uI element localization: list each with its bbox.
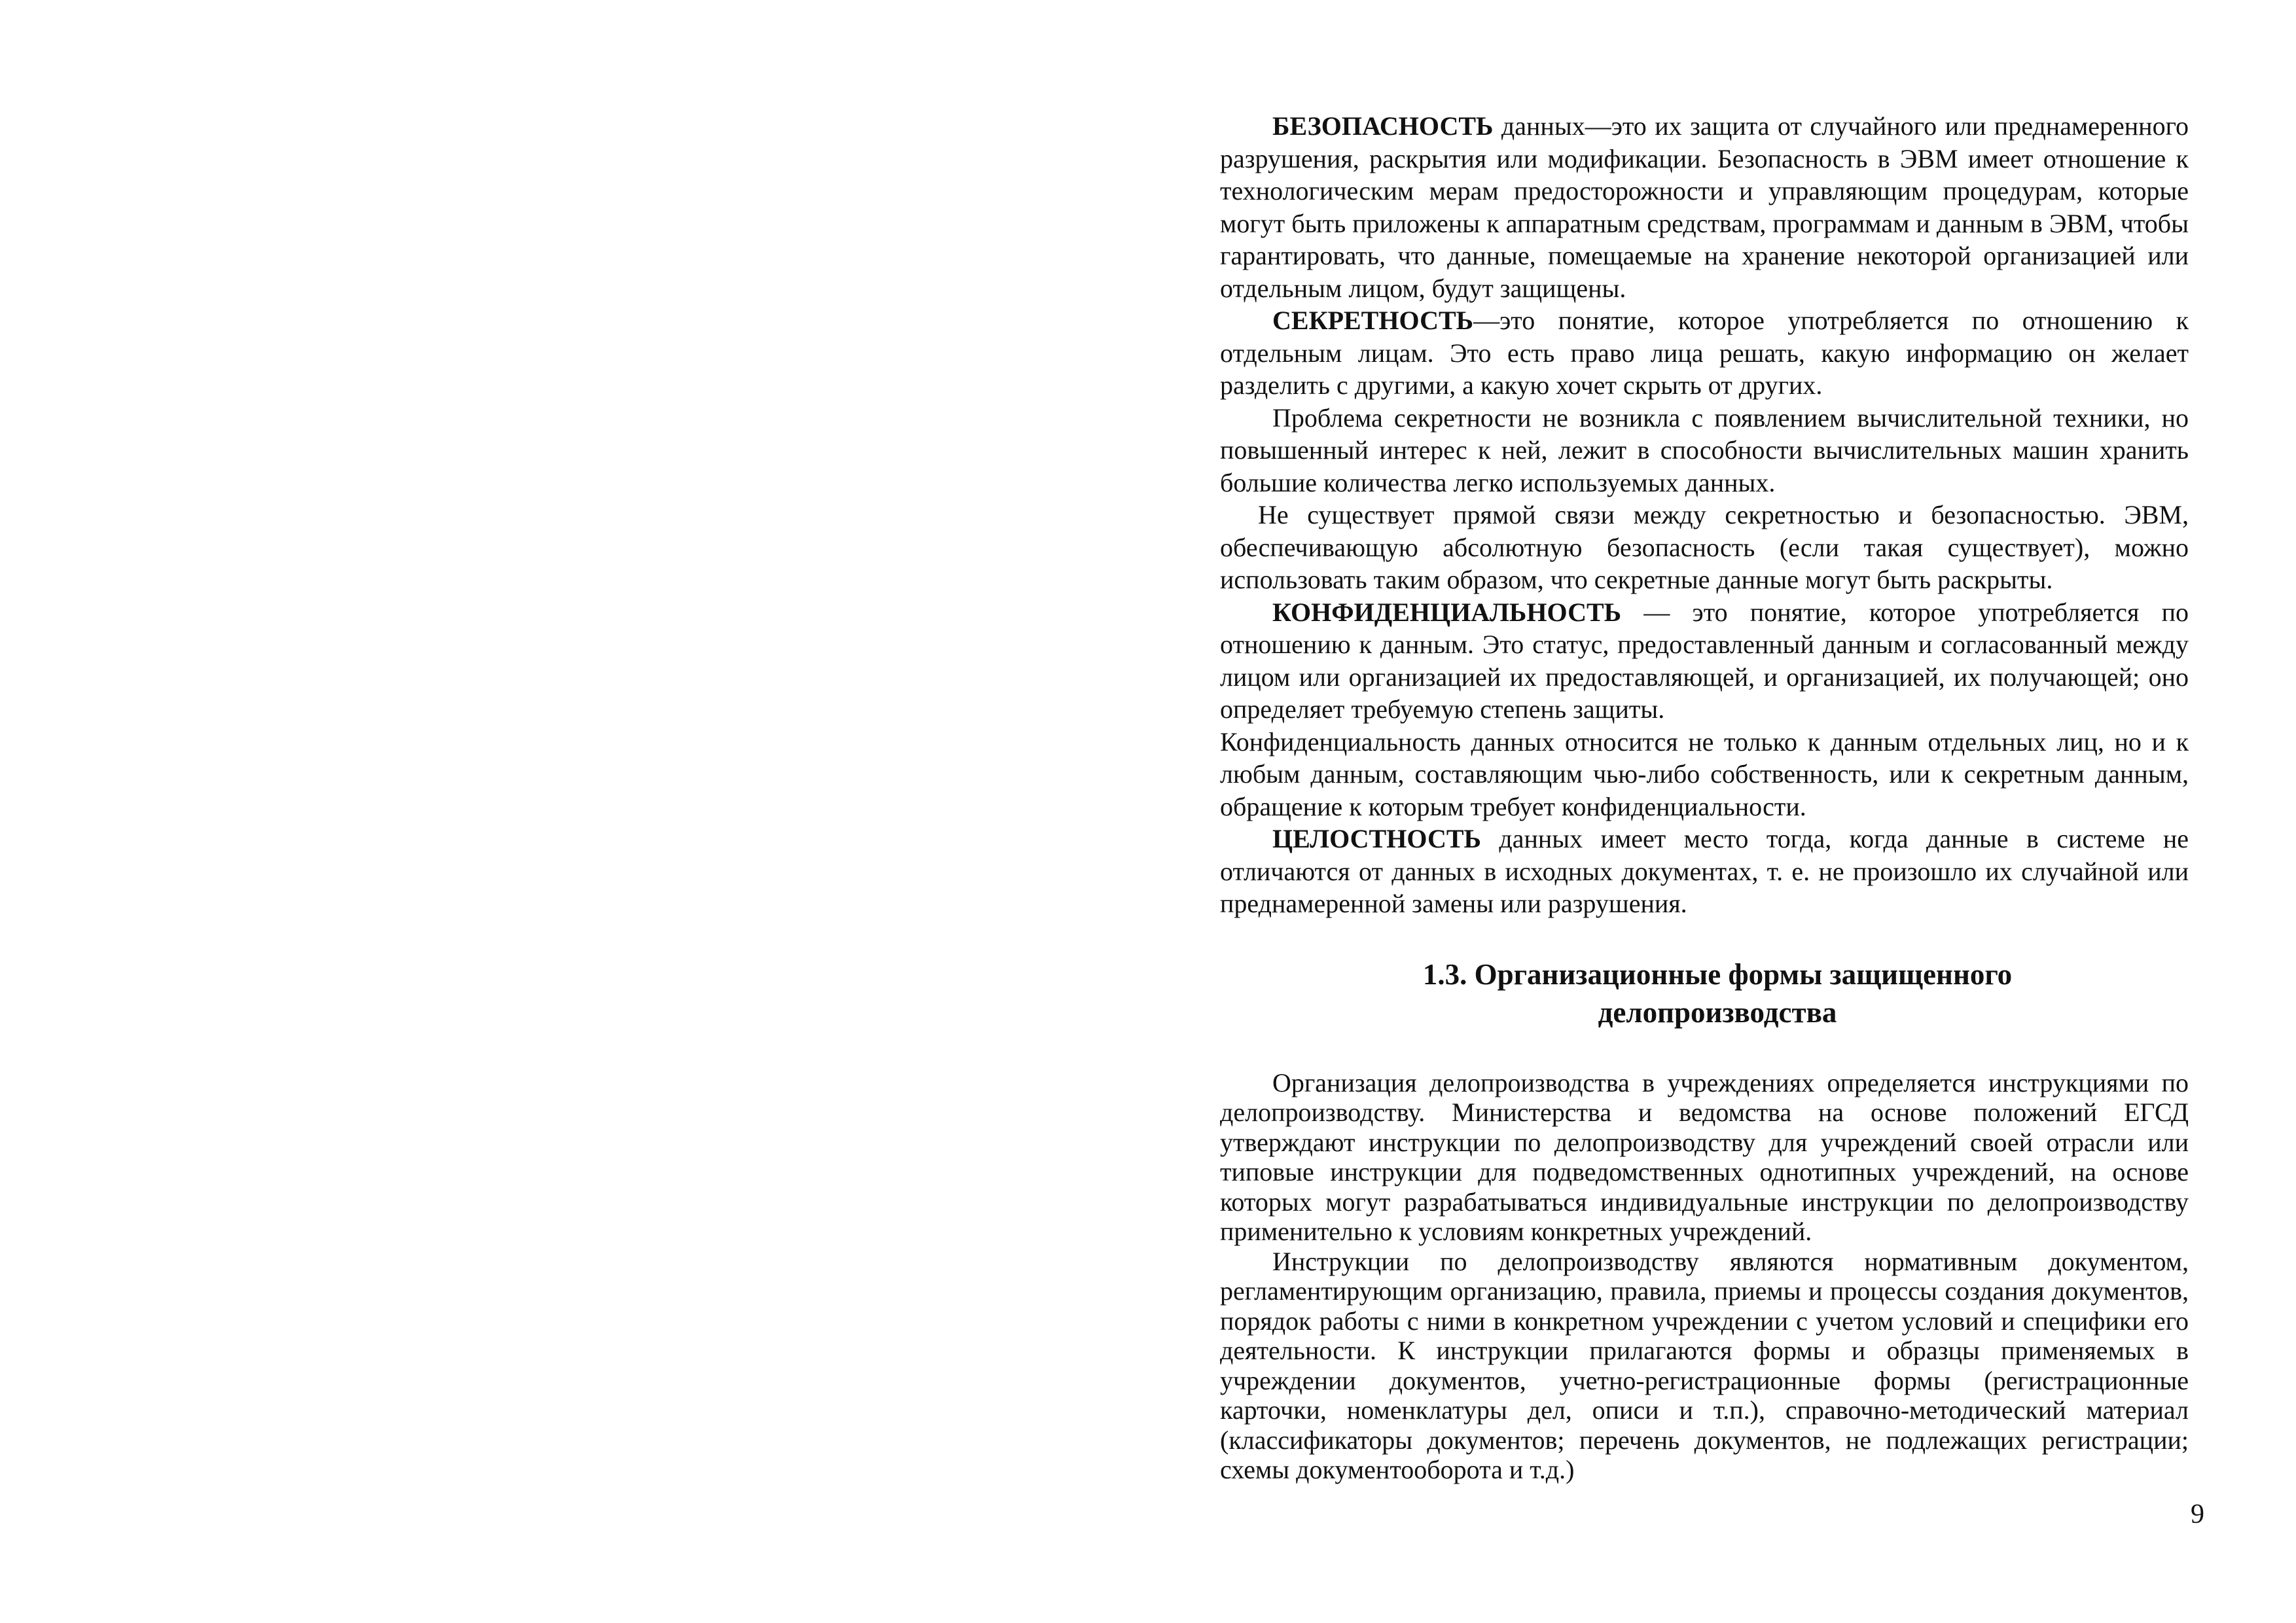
section-heading xyxy=(1220,955,2189,1031)
heading-line-2: делопроизводства xyxy=(1598,995,1837,1029)
paragraph-text: — это понятие, которое употребляется по отношению к данным. Это статус, предоставленный данным и согласованный между лицом или организацией их предоставляющей, и организацией, их получающей; оно определяет требуемую степень защиты. xyxy=(1220,597,2189,724)
term-secrecy: СЕКРЕТНОСТЬ xyxy=(1272,306,1474,335)
term-integrity: ЦЕЛОСТНОСТЬ xyxy=(1272,824,1481,853)
heading-line-1: 1.3. Организационные формы защищенного xyxy=(1422,957,2013,991)
term-confidentiality: КОНФИДЕНЦИАЛЬНОСТЬ xyxy=(1272,597,1622,627)
paragraph-confidentiality xyxy=(1220,596,2189,726)
paragraph-security xyxy=(1220,110,2189,304)
paragraph-text: Конфиденциальность данных относится не только к данным отдельных лиц, но и к любым данным, составляющим чью-либо собственность, или к секретным данным, обращение к которым требует конфиденциальности. xyxy=(1220,726,2189,821)
paragraph-text: Проблема секретности не возникла с появлением вычислительной техники, но повышенный интерес к ней, лежит в способности вычислительных машин хранить большие количества легко используемых данных. xyxy=(1220,402,2189,497)
paragraph-integrity xyxy=(1220,823,2189,920)
paragraph-secrecy-vs-security xyxy=(1220,499,2189,596)
paragraph-text: данных—это их защита от случайного или преднамеренного разрушения, раскрытия или модификации. Безопасность в ЭВМ имеет отношение к технологическим мерам предосторожности и управляющим процедурам, которые могут быть приложены к аппаратным средствам, программам и данным в ЭВМ, чтобы гарантировать, что данные, помещаемые на хранение некоторой организацией или отдельным лицом, будут защищены. xyxy=(1220,111,2189,303)
page-text xyxy=(1220,110,2189,1485)
paragraph-text: Не существует прямой связи между секретностью и безопасностью. ЭВМ, обеспечивающую абсолютную безопасность (если такая существует), можно использовать таким образом, что секретные данные могут быть раскрыты. xyxy=(1220,500,2189,594)
paragraph-organization: Организация делопроизводства в учреждениях определяется инструкциями по делопроизводству. Министерства и ведомства на основе положений ЕГСД утверждают инструкции по делопроизводству для учреждений своей отрасли или типовые инструкции для подведомственных однотипных учреждений, на основе которых могут разрабатываться индивидуальные инструкции по делопроизводству применительно к условиям конкретных учреждений. xyxy=(1220,1067,2189,1246)
paragraph-text: данных имеет место тогда, когда данные в системе не отличаются от данных в исходных документах, т. е. не произошло их случайной или преднамеренной замены или разрушения. xyxy=(1220,824,2189,918)
paragraph-secrecy xyxy=(1220,304,2189,402)
page-number: 9 xyxy=(2191,1499,2204,1529)
term-security: БЕЗОПАСНОСТЬ xyxy=(1272,111,1494,141)
section-body xyxy=(1220,1068,2189,1485)
paragraph-secrecy-problem xyxy=(1220,402,2189,499)
right-page xyxy=(1148,0,2296,1623)
paragraph-confidentiality-scope xyxy=(1220,726,2189,823)
paragraph-text: —это понятие, которое употребляется по отношению к отдельным лицам. Это есть право лица решать, какую информацию он желает разделить с другими, а какую хочет скрыть от других. xyxy=(1220,306,2189,400)
paragraph-instructions: Инструкции по делопроизводству являются нормативным документом, регламентирующим организацию, правила, приемы и процессы создания документов, порядок работы с ними в конкретном учреждении с учетом условий и специфики его деятельности. К инструкции прилагаются формы и образцы применяемых в учреждении документов, учетно-регистрационные формы (регистрационные карточки, номенклатуры дел, описи и т.п.), справочно-методический материал (классификаторы документов; перечень документов, не подлежащих регистрации; схемы документооборота и т.д.) xyxy=(1220,1246,2189,1484)
